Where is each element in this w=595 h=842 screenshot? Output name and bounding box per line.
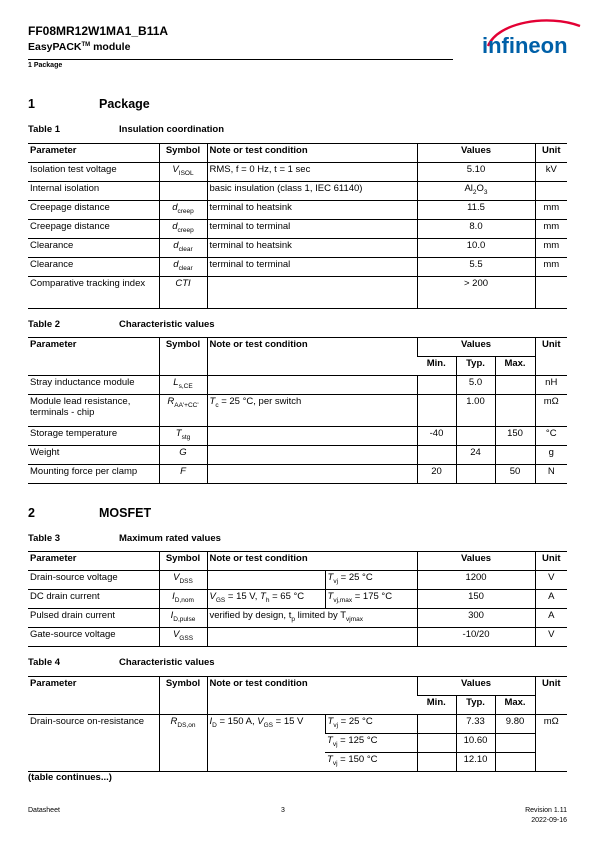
unit-cell: g xyxy=(535,446,567,465)
min-cell xyxy=(417,734,456,753)
param-cell: Stray inductance module xyxy=(28,376,159,395)
footer-doc-type: Datasheet xyxy=(28,807,60,814)
unit-cell: V xyxy=(535,628,567,647)
table-row xyxy=(28,163,567,182)
header-rule xyxy=(28,59,453,60)
col-header: Unit xyxy=(535,144,567,163)
symbol-cell: $V_{DSS}$ xyxy=(159,571,207,590)
col-header: Parameter xyxy=(28,677,159,715)
table-row xyxy=(28,277,567,309)
param-cell: Clearance xyxy=(28,258,159,277)
col-header-typ: Typ. xyxy=(456,357,495,376)
table-row xyxy=(28,446,567,465)
symbol-cell: $R_{DS,on}$ xyxy=(159,715,207,772)
max-cell xyxy=(495,734,535,753)
symbol-cell: $I_{D,pulse}$ xyxy=(159,609,207,628)
unit-cell: mm xyxy=(535,220,567,239)
note-cell: terminal to terminal xyxy=(207,220,417,239)
min-cell xyxy=(417,715,456,734)
symbol-cell: G xyxy=(159,446,207,465)
module-name: EasyPACK™ module xyxy=(28,41,131,53)
symbol-cell: $d_{creep}$ xyxy=(159,201,207,220)
value-cell: 1200 xyxy=(417,571,535,590)
typ-cell: 7.33 xyxy=(456,715,495,734)
unit-cell: mm xyxy=(535,258,567,277)
col-header: Symbol xyxy=(159,144,207,163)
min-cell: 20 xyxy=(417,465,456,484)
note-cell: RMS, f = 0 Hz, t = 1 sec xyxy=(207,163,417,182)
min-cell: -40 xyxy=(417,427,456,446)
table-row xyxy=(28,628,567,647)
table-label: Table 4 xyxy=(28,657,61,668)
symbol-cell: $R_{AA'+CC'}$ xyxy=(159,395,207,427)
value-cell: 11.5 xyxy=(417,201,535,220)
col-header: Note or test condition xyxy=(207,144,417,163)
note-cell xyxy=(207,628,417,647)
symbol-cell: CTI xyxy=(159,277,207,309)
note-cell xyxy=(207,446,417,465)
max-cell xyxy=(495,376,535,395)
symbol-cell: $d_{clear}$ xyxy=(159,258,207,277)
min-cell xyxy=(417,395,456,427)
param-cell: Module lead resistance, terminals - chip xyxy=(28,395,159,427)
max-cell: 50 xyxy=(495,465,535,484)
unit-cell xyxy=(535,277,567,309)
param-cell: Creepage distance xyxy=(28,201,159,220)
typ-cell xyxy=(456,427,495,446)
col-header: Symbol xyxy=(159,677,207,715)
col-header: Unit xyxy=(535,677,567,715)
unit-cell: A xyxy=(535,609,567,628)
symbol-cell: $I_{D,nom}$ xyxy=(159,590,207,609)
cond-cell: $T_{vj} = 125$ °C xyxy=(325,734,417,753)
table-row xyxy=(28,465,567,484)
table-label: Table 2 xyxy=(28,319,61,330)
table-row xyxy=(28,201,567,220)
param-cell: Isolation test voltage xyxy=(28,163,159,182)
unit-cell: °C xyxy=(535,427,567,446)
value-cell: 5.5 xyxy=(417,258,535,277)
part-number: FF08MR12W1MA1_B11A xyxy=(28,24,169,38)
min-cell xyxy=(417,446,456,465)
note-cell: $I_D = 150$ A, $V_{GS} = 15$ V xyxy=(207,715,325,772)
col-header-min: Min. xyxy=(417,357,456,376)
table-name: Characteristic values xyxy=(119,657,215,668)
col-header: Values xyxy=(417,338,535,357)
col-header: Note or test condition xyxy=(207,552,417,571)
col-header: Values xyxy=(417,552,535,571)
value-cell: > 200 xyxy=(417,277,535,309)
value-cell: 5.10 xyxy=(417,163,535,182)
infineon-logo xyxy=(478,16,584,64)
table-row xyxy=(28,715,567,734)
param-cell: DC drain current xyxy=(28,590,159,609)
table-name: Characteristic values xyxy=(119,319,215,330)
unit-cell: nH xyxy=(535,376,567,395)
min-cell xyxy=(417,376,456,395)
col-header: Parameter xyxy=(28,144,159,163)
value-cell: 8.0 xyxy=(417,220,535,239)
min-cell xyxy=(417,753,456,772)
col-header: Parameter xyxy=(28,552,159,571)
value-cell: 150 xyxy=(417,590,535,609)
unit-cell: V xyxy=(535,571,567,590)
section-title: Package xyxy=(99,97,150,111)
value-cell: -10/20 xyxy=(417,628,535,647)
col-header: Unit xyxy=(535,338,567,376)
footer-date: 2022-09-16 xyxy=(531,817,567,824)
unit-cell: mm xyxy=(535,239,567,258)
note-cell: terminal to terminal xyxy=(207,258,417,277)
symbol-cell: F xyxy=(159,465,207,484)
table-row xyxy=(28,395,567,427)
unit-cell: mΩ xyxy=(535,715,567,772)
symbol-cell: $d_{clear}$ xyxy=(159,239,207,258)
note-cell: basic insulation (class 1, IEC 61140) xyxy=(207,182,417,201)
col-header: Values xyxy=(417,144,535,163)
param-cell: Drain-source voltage xyxy=(28,571,159,590)
note-cell xyxy=(207,277,417,309)
unit-cell: mm xyxy=(535,201,567,220)
table-name: Maximum rated values xyxy=(119,533,221,544)
note-cell xyxy=(207,465,417,484)
unit-cell: N xyxy=(535,465,567,484)
note-cell: $V_{GS} = 15$ V, $T_h = 65$ °C xyxy=(207,590,325,609)
param-cell: Mounting force per clamp xyxy=(28,465,159,484)
symbol-cell: $V_{ISOL}$ xyxy=(159,163,207,182)
typ-cell: 10.60 xyxy=(456,734,495,753)
table-row xyxy=(28,376,567,395)
col-header-max: Max. xyxy=(495,696,535,715)
footer-page-number: 3 xyxy=(281,807,285,814)
max-rated-table xyxy=(28,551,567,647)
unit-cell: mΩ xyxy=(535,395,567,427)
table-label: Table 1 xyxy=(28,124,61,135)
param-cell: Comparative tracking index xyxy=(28,277,159,309)
max-cell xyxy=(495,395,535,427)
table-continues-note: (table continues...) xyxy=(28,772,112,783)
param-cell: Gate-source voltage xyxy=(28,628,159,647)
insulation-table xyxy=(28,143,567,309)
section-number: 2 xyxy=(28,506,35,520)
cond-cell: $T_{vj} = 25$ °C xyxy=(325,715,417,734)
note-cell xyxy=(207,427,417,446)
param-cell: Clearance xyxy=(28,239,159,258)
logo-text: infineon xyxy=(482,33,568,58)
table-row xyxy=(28,609,567,628)
typ-cell xyxy=(456,465,495,484)
symbol-cell: $V_{GSS}$ xyxy=(159,628,207,647)
characteristic-table-mosfet xyxy=(28,676,567,772)
max-cell: 150 xyxy=(495,427,535,446)
breadcrumb: 1 Package xyxy=(28,62,63,69)
param-cell: Creepage distance xyxy=(28,220,159,239)
symbol-cell: $T_{stg}$ xyxy=(159,427,207,446)
note-cell: $T_c = 25$ °C, per switch xyxy=(207,395,417,427)
param-cell: Drain-source on-resistance xyxy=(28,715,159,772)
table-name: Insulation coordination xyxy=(119,124,225,135)
unit-cell: A xyxy=(535,590,567,609)
col-header-min: Min. xyxy=(417,696,456,715)
col-header-max: Max. xyxy=(495,357,535,376)
table-row xyxy=(28,427,567,446)
section-title: MOSFET xyxy=(99,506,152,520)
max-cell xyxy=(495,446,535,465)
unit-cell xyxy=(535,182,567,201)
note-cell: terminal to heatsink xyxy=(207,201,417,220)
note-cell: $T_{vj,max} = 175$ °C xyxy=(325,590,417,609)
note-cell: verified by design, $t_p$ limited by $T_{vjmax}$ xyxy=(207,609,417,628)
param-cell: Storage temperature xyxy=(28,427,159,446)
note-cell: terminal to heatsink xyxy=(207,239,417,258)
table-row xyxy=(28,220,567,239)
typ-cell: 1.00 xyxy=(456,395,495,427)
col-header: Symbol xyxy=(159,552,207,571)
note-cell xyxy=(207,376,417,395)
cond-cell: $T_{vj} = 150$ °C xyxy=(325,753,417,772)
table-row xyxy=(28,571,567,590)
typ-cell: 5.0 xyxy=(456,376,495,395)
note-cell: $T_{vj} = 25$ °C xyxy=(325,571,417,590)
table-row xyxy=(28,182,567,201)
col-header-typ: Typ. xyxy=(456,696,495,715)
col-header: Values xyxy=(417,677,535,696)
typ-cell: 24 xyxy=(456,446,495,465)
col-header: Unit xyxy=(535,552,567,571)
note-cell xyxy=(207,571,325,590)
section-number: 1 xyxy=(28,97,35,111)
symbol-cell: $L_{s,CE}$ xyxy=(159,376,207,395)
col-header: Note or test condition xyxy=(207,338,417,376)
unit-cell: kV xyxy=(535,163,567,182)
value-cell: 10.0 xyxy=(417,239,535,258)
table-row xyxy=(28,239,567,258)
footer-revision: Revision 1.11 xyxy=(525,807,567,814)
table-row xyxy=(28,590,567,609)
param-cell: Weight xyxy=(28,446,159,465)
typ-cell: 12.10 xyxy=(456,753,495,772)
max-cell: 9.80 xyxy=(495,715,535,734)
param-cell: Pulsed drain current xyxy=(28,609,159,628)
col-header: Parameter xyxy=(28,338,159,376)
table-label: Table 3 xyxy=(28,533,61,544)
value-cell: 300 xyxy=(417,609,535,628)
symbol-cell xyxy=(159,182,207,201)
symbol-cell: $d_{creep}$ xyxy=(159,220,207,239)
max-cell xyxy=(495,753,535,772)
characteristic-table-package xyxy=(28,337,567,484)
value-cell: $Al_2O_3$ xyxy=(417,182,535,201)
param-cell: Internal isolation xyxy=(28,182,159,201)
table-row xyxy=(28,258,567,277)
col-header: Symbol xyxy=(159,338,207,376)
col-header: Note or test condition xyxy=(207,677,417,715)
